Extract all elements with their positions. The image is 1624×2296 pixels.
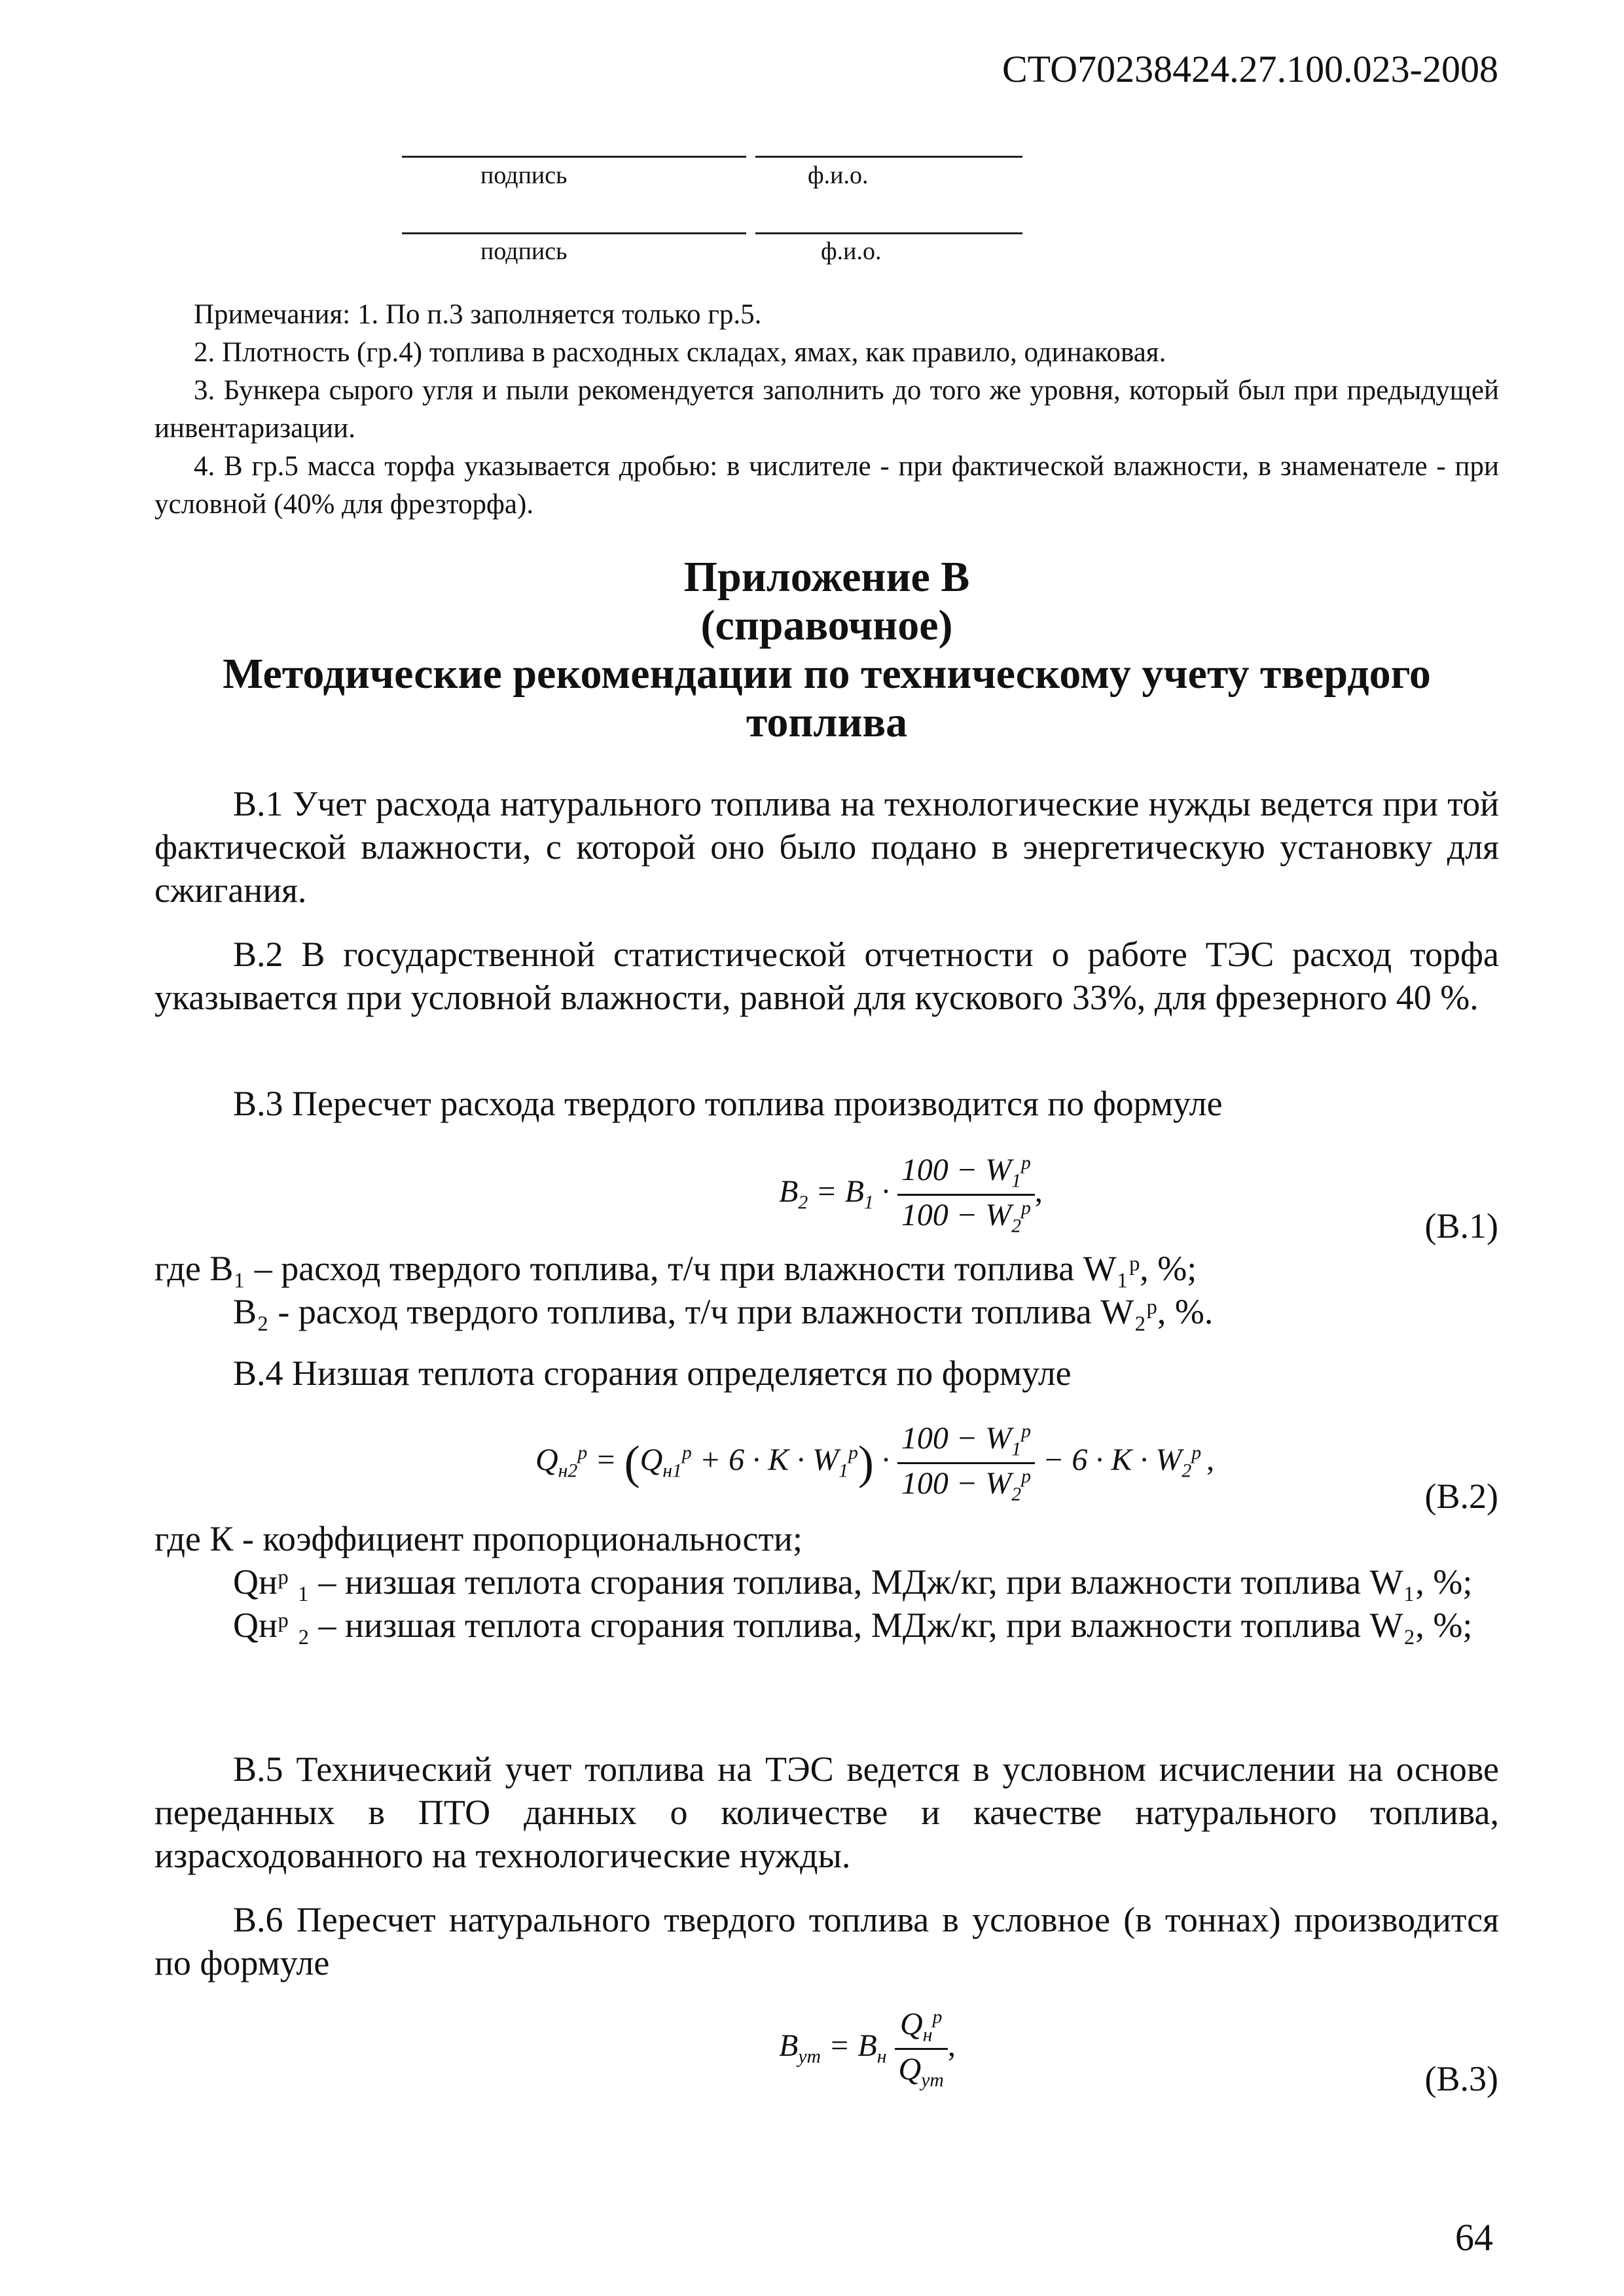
paragraph-b2: В.2 В государственной статистической отчетности о работе ТЭС расход торфа указывается при условной влажности, равной для кускового 33%, для фрезерного 40 %. [154, 935, 1499, 1017]
formula-b2: $Q_{н2}^p = (Q_{н1}^p + 6 \cdot K \cdot W_1^p)$ · $\frac{100 - W_1^p}{100 - W_2^p}$ − $6 \cdot K \cdot W_2^p$ , [535, 1420, 1215, 1505]
notes-block [154, 296, 1499, 524]
paragraph-b3: В.3 Пересчет расхода твердого топлива производится по формуле [233, 1084, 1223, 1123]
appendix-topic-cont: топлива [746, 698, 908, 746]
paragraph-b5: В.5 Технический учет топлива на ТЭС ведется в условном исчислении на основе переданных в ПТО данных о количестве и качестве натурального топлива, израсходованного на технологические нужды. [154, 1749, 1499, 1875]
paragraph-b3-where: где В₁ – расход твердого топлива, т/ч при влажности топлива W₁ᵖ, %; В₂ - расход твердого топлива, т/ч при влажности топлива W₂ᵖ, %. [154, 1249, 1214, 1331]
equation-number: (В.1) [1424, 1206, 1498, 1246]
equation-number: (В.3) [1424, 2059, 1498, 2098]
fraction: $\frac{100 - W_1^p}{100 - W_2^p}$ [897, 1152, 1035, 1237]
formula-b1: $B_2 = B_1$ · $\frac{100 - W_1^p}{100 - W_2^p}$ , [779, 1152, 1043, 1237]
name-label: ф.и.о. [821, 238, 882, 265]
note-line: Примечания: 1. По п.3 заполняется только гр.5. [194, 299, 762, 330]
signature-line [402, 156, 746, 158]
note-line: 2. Плотность (гр.4) топлива в расходных складах, ямах, как правило, одинаковая. [194, 337, 1166, 368]
paragraph-b4-where: где К - коэффициент пропорциональности; Qнᵖ ₁ – низшая теплота сгорания топлива, МДж/кг, при влажности топлива W₁, %; Qнᵖ ₂ – низшая теплота сгорания топлива, МДж/кг, при влажности топлива W₂, %; [154, 1519, 1473, 1645]
note-line: 4. В гр.5 масса торфа указывается дробью: в числителе - при фактической влажности, в знаменателе - при условной (40% для фрезторфа). [154, 451, 1499, 520]
name-line [755, 232, 1022, 234]
fraction: $\frac{Q_н^p}{Q_{ут}}$ [895, 2006, 948, 2091]
signature-label: подпись [480, 162, 568, 189]
note-line: 3. Бункера сырого угля и пыли рекомендуется заполнить до того же уровня, который был при предыдущей инвентаризации. [154, 375, 1499, 444]
name-label: ф.и.о. [808, 162, 869, 189]
paragraph-b4: В.4 Низшая теплота сгорания определяется по формуле [233, 1354, 1072, 1393]
formula-b3: $B_{ут} = B_н$ $\frac{Q_н^p}{Q_{ут}}$ , [779, 2006, 956, 2091]
signature-label: подпись [480, 238, 568, 265]
equation-number: (В.2) [1424, 1477, 1498, 1516]
fraction: $\frac{100 - W_1^p}{100 - W_2^p}$ [897, 1420, 1035, 1505]
page-number: 64 [1455, 2216, 1493, 2259]
appendix-title: Приложение В [683, 553, 970, 601]
appendix-heading [154, 553, 1499, 747]
appendix-topic: Методические рекомендации по техническому учету твердого [223, 650, 1431, 698]
name-line [755, 156, 1022, 158]
paragraph-b6: В.6 Пересчет натурального твердого топлива в условное (в тоннах) производится по формуле [154, 1900, 1499, 1982]
signature-line [402, 232, 746, 234]
paragraph-b1: В.1 Учет расхода натурального топлива на технологические нужды ведется при той фактической влажности, с которой оно было подано в энергетическую установку для сжигания. [154, 784, 1499, 910]
appendix-subtitle: (справочное) [700, 601, 953, 649]
document-code: СТО70238424.27.100.023-2008 [1001, 48, 1498, 90]
